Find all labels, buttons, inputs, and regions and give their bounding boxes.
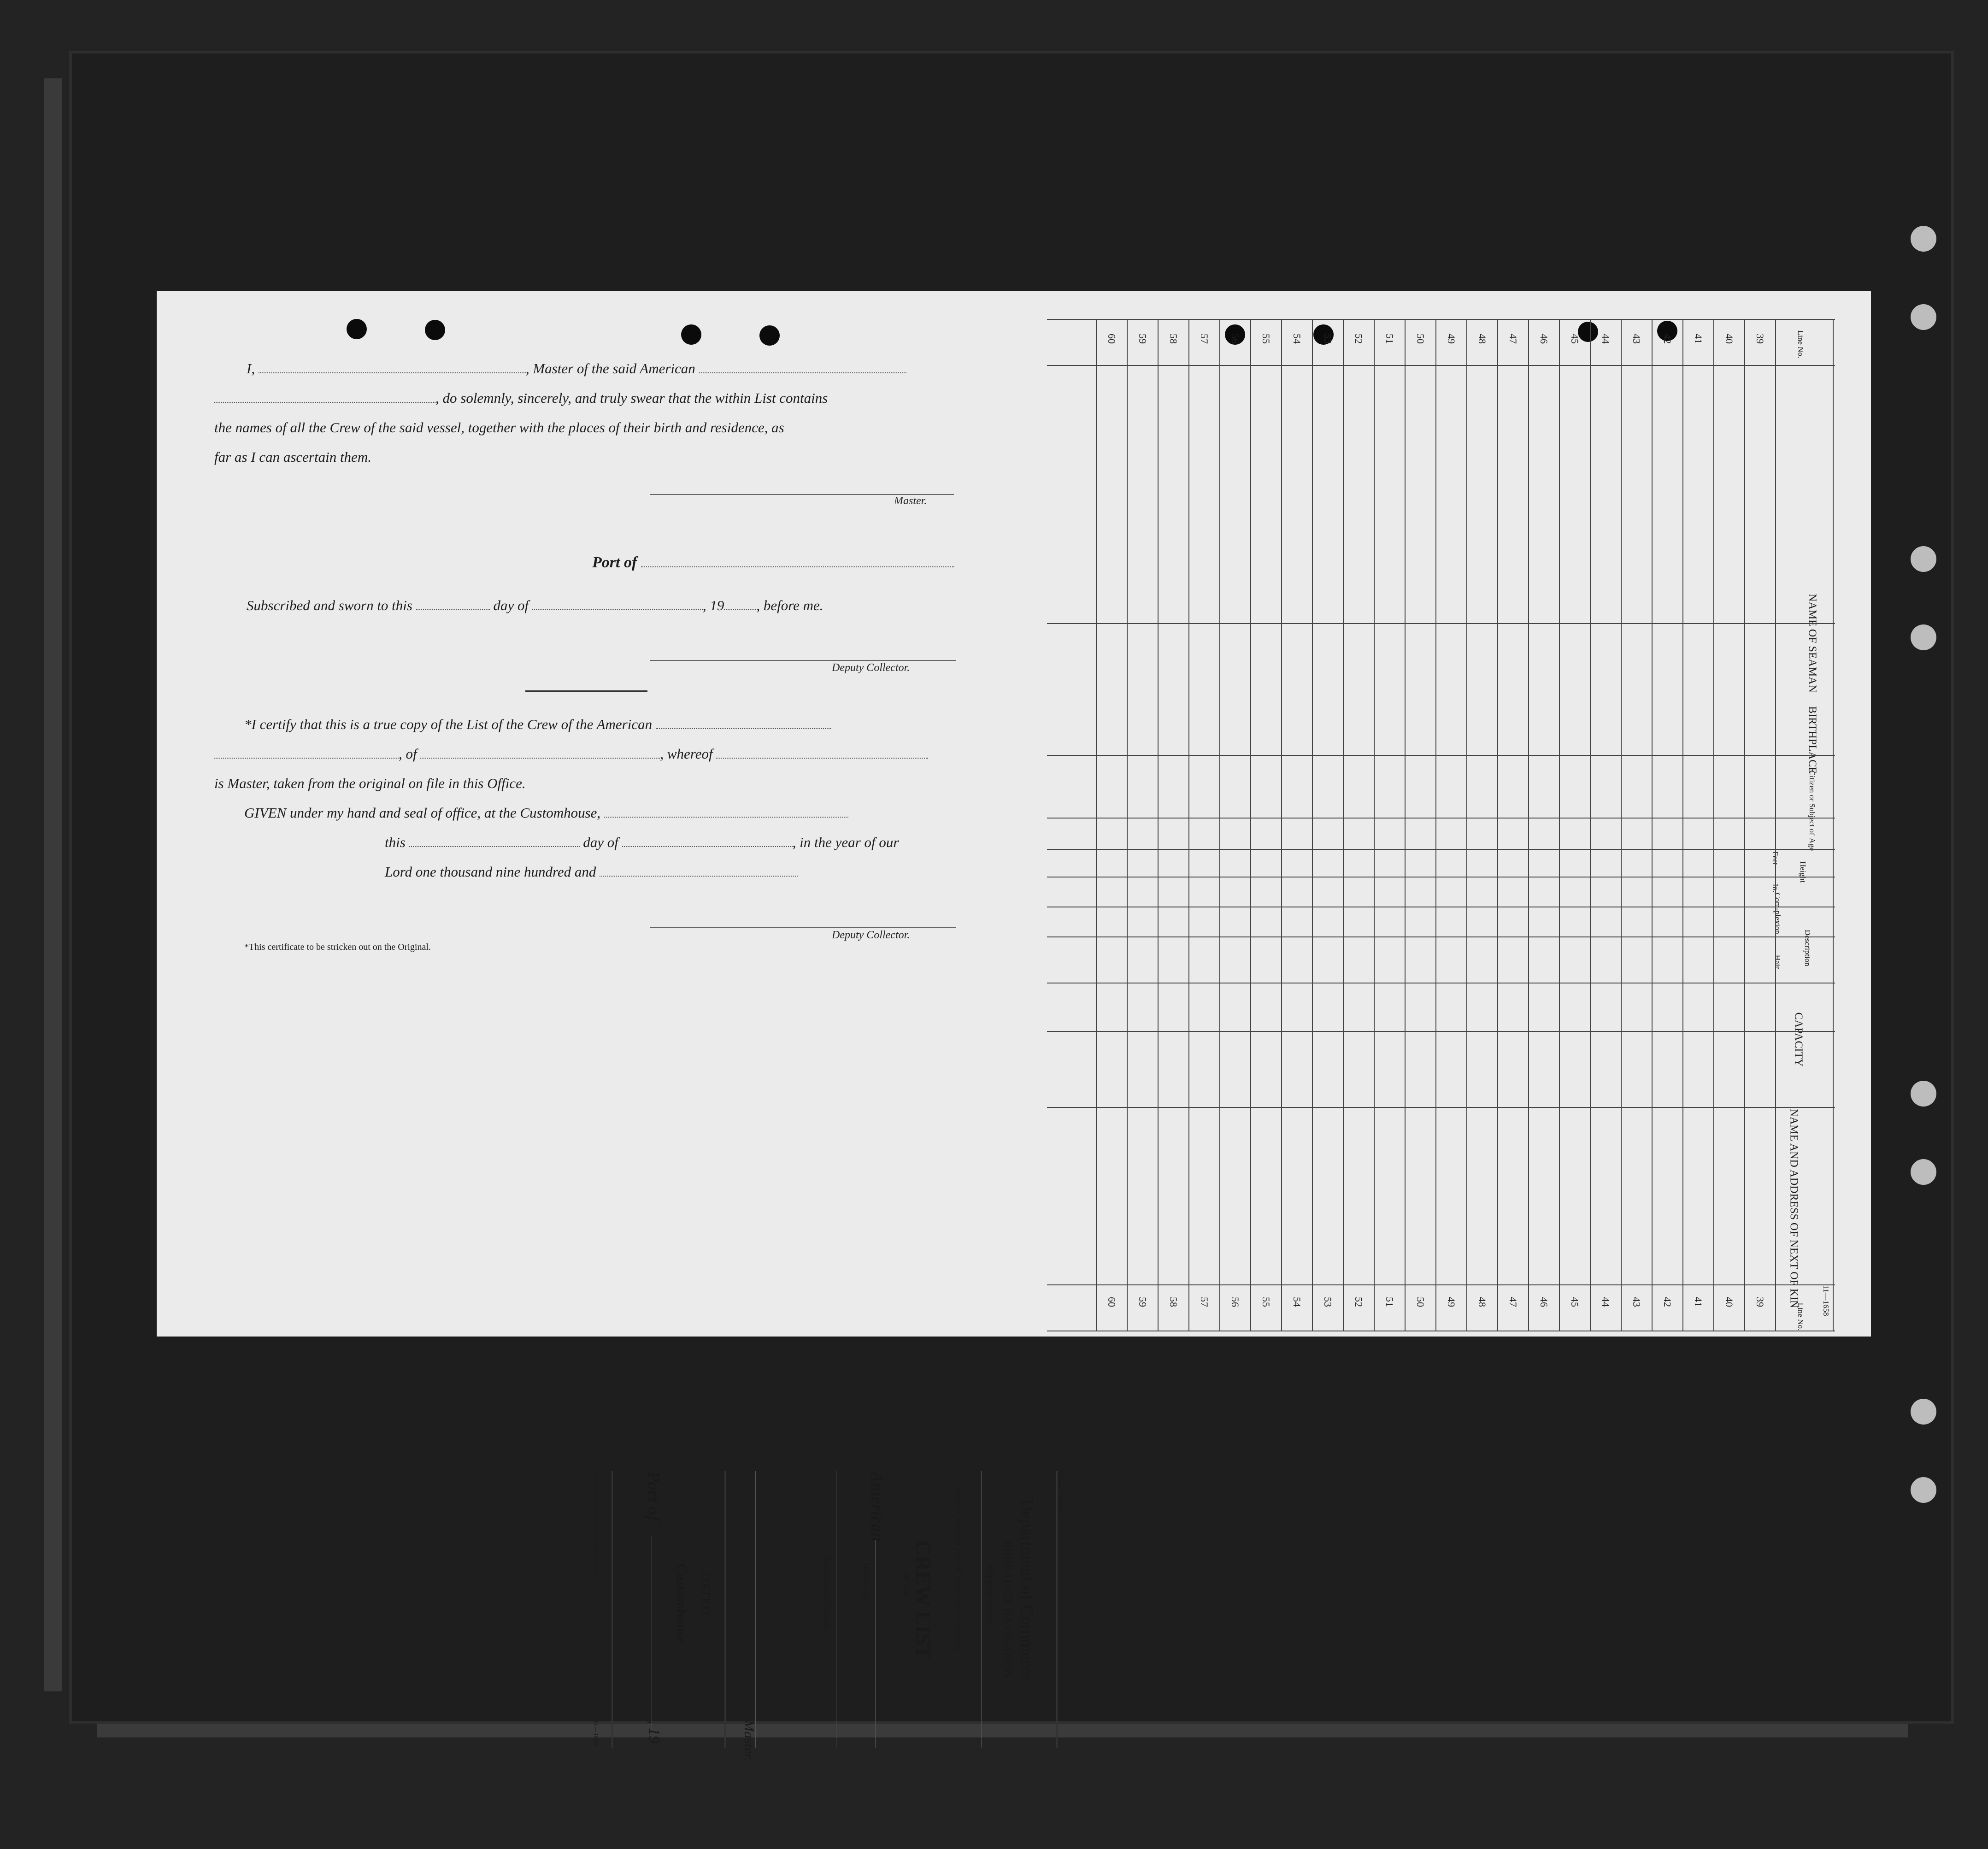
subscribed-month-field[interactable] (532, 598, 703, 610)
master-name-field[interactable] (259, 361, 526, 373)
grid-row-divider (1343, 319, 1344, 1331)
subscribed-line (247, 597, 823, 614)
grid-row-divider (1281, 319, 1282, 1331)
certificate-deputy-label: Deputy Collector. (832, 929, 910, 941)
grid-row-divider (1374, 319, 1375, 1331)
binder-hole-icon (1911, 624, 1936, 650)
grid-row-divider (1158, 319, 1159, 1331)
certificate-line-6 (385, 864, 798, 880)
port-field[interactable] (641, 555, 954, 567)
punch-hole-icon (347, 319, 367, 339)
header-capacity: CAPACITY (1792, 1012, 1805, 1067)
binder-hole-icon (1911, 1477, 1936, 1503)
grid-column-divider (1047, 623, 1835, 624)
line-number-bottom: 50 (1414, 1297, 1426, 1307)
line-number-top: 45 (1569, 334, 1581, 344)
line-number-bottom: 42 (1661, 1297, 1673, 1307)
docket-dated: DATED: (698, 1572, 712, 1619)
header-next-of-kin: NAME AND ADDRESS OF NEXT OF KIN (1788, 1108, 1800, 1308)
this-text: this (385, 834, 406, 850)
grid-column-divider (1047, 1284, 1835, 1285)
grid-row-divider (1405, 319, 1406, 1331)
grid-row-divider (1466, 319, 1467, 1331)
line-number-top: 56 (1229, 334, 1241, 344)
certificate-rig-field[interactable] (214, 747, 399, 759)
certify-text: *I certify that this is a true copy of the List of the Crew of the American (244, 716, 653, 732)
docket-master: Master. (741, 1720, 757, 1761)
certificate-line-3: is Master, taken from the original on file in this Office. (214, 775, 526, 791)
subscribed-year-field[interactable] (724, 598, 756, 610)
line-number-bottom: 45 (1569, 1297, 1581, 1307)
grid-row-divider (1250, 319, 1251, 1331)
grid-form-no: 11—1658 (1822, 1285, 1830, 1316)
line-number-top: 51 (1383, 334, 1395, 344)
header-citizen: Citizen or Subject of (1808, 770, 1817, 836)
docket-rule (1056, 1471, 1058, 1748)
line-number-top: 52 (1353, 334, 1365, 344)
grid-row-divider (1652, 319, 1653, 1331)
binder-bottom-edge (97, 1724, 1908, 1737)
line-number-top: 42 (1661, 334, 1673, 344)
line-number-bottom: 43 (1630, 1297, 1642, 1307)
line-number-top: 54 (1291, 334, 1303, 344)
line-number-top: 55 (1260, 334, 1272, 344)
docket-service: Shipping Service (985, 1563, 995, 1627)
line-number-bottom: 51 (1383, 1297, 1395, 1307)
certificate-signature-line[interactable] (650, 927, 956, 928)
line-number-top: 41 (1692, 334, 1704, 344)
line-number-top: 50 (1414, 334, 1426, 344)
master-label: Master. (894, 495, 927, 507)
vessel-name-field[interactable] (699, 361, 906, 373)
line-number-bottom: 41 (1692, 1297, 1704, 1307)
grid-row-divider (1188, 319, 1189, 1331)
punch-hole-icon (681, 324, 701, 345)
line-number-top: 60 (1106, 334, 1118, 344)
line-number-bottom: 54 (1291, 1297, 1303, 1307)
grid-column-divider (1047, 936, 1835, 937)
line-number-top: 47 (1507, 334, 1519, 344)
line-number-bottom: 48 (1476, 1297, 1488, 1307)
docket-american: American (867, 1471, 887, 1543)
oath-line-1 (247, 360, 906, 377)
docket-rule (724, 1471, 726, 1748)
line-number-top: 39 (1754, 334, 1766, 344)
line-number-bottom: 53 (1322, 1297, 1334, 1307)
certificate-line-4 (244, 805, 848, 821)
certificate-line-2 (214, 746, 928, 762)
header-description: Description (1803, 930, 1812, 966)
certificate-port-field[interactable] (420, 747, 660, 759)
grid-column-divider (1047, 818, 1835, 819)
line-number-top: 53 (1322, 334, 1334, 344)
header-line-no-bottom: Line No. (1796, 1302, 1805, 1331)
header-height: Height (1799, 861, 1807, 883)
crew-list-page (157, 291, 1871, 1761)
grid-column-divider (1047, 365, 1835, 366)
docket-form-no: 11—1658 (592, 1720, 599, 1746)
certificate-master-field[interactable] (716, 747, 928, 759)
docket-title: CREW LIST (912, 1540, 935, 1660)
certificate-line-5 (385, 834, 899, 851)
docket-year: , 19 (646, 1720, 663, 1743)
grid-column-divider (1047, 319, 1835, 320)
docket-bureau: BUREAU OF NAVIGATION (1001, 1540, 1014, 1678)
docket-panel (0, 1471, 1065, 1849)
docket-of-the: OF THE (902, 1572, 910, 1598)
certificate-day-of-text: day of (583, 834, 618, 850)
binder-hole-icon (1911, 1081, 1936, 1107)
line-number-top: 40 (1723, 334, 1735, 344)
docket-department: Department of Commerce (1017, 1499, 1036, 1682)
deputy-collector-signature-line[interactable] (650, 660, 956, 661)
grid-row-divider (1682, 319, 1683, 1331)
given-text: GIVEN under my hand and seal of office, at the Customhouse, (244, 805, 601, 821)
line-number-top: 58 (1167, 334, 1179, 344)
docket-insert-rig: (Insert rig) (862, 1563, 871, 1599)
grid-row-divider (1096, 319, 1097, 1331)
docket-rule-thin (981, 1471, 982, 1748)
line-number-top: 57 (1198, 334, 1210, 344)
of-text: , of (399, 746, 417, 762)
oath-i-label: I, (247, 360, 255, 377)
line-number-bottom: 44 (1600, 1297, 1612, 1307)
subscribed-day-field[interactable] (416, 598, 490, 610)
line-number-bottom: 49 (1445, 1297, 1457, 1307)
oath-master-text: , Master of the said American (525, 360, 695, 377)
line-number-bottom: 60 (1106, 1297, 1118, 1307)
oath-line-3: the names of all the Crew of the said vessel, together with the places of their birth and residence, as (214, 419, 784, 436)
day-of-text: day of (493, 597, 529, 613)
line-number-bottom: 57 (1198, 1297, 1210, 1307)
line-number-top: 48 (1476, 334, 1488, 344)
grid-row-divider (1312, 319, 1313, 1331)
binder-hole-icon (1911, 226, 1936, 252)
binder-hole-icon (1911, 546, 1936, 572)
binder-hole-icon (1911, 1159, 1936, 1185)
docket-rule (612, 1471, 613, 1748)
docket-port-of: Port of (644, 1471, 663, 1521)
year-prefix-text: , 19 (702, 597, 724, 613)
binder-hole-icon (1911, 304, 1936, 330)
grid-right-border (1833, 319, 1834, 1331)
line-number-top: 49 (1445, 334, 1457, 344)
certificate-vessel-field[interactable] (656, 717, 831, 729)
grid-column-divider (1047, 1107, 1835, 1108)
certificate-footnote: *This certificate to be stricken out on the Original. (244, 942, 431, 952)
lord-text: Lord one thousand nine hundred and (385, 864, 596, 880)
grid-row-divider (1744, 319, 1745, 1331)
customhouse-field[interactable] (604, 806, 848, 818)
line-number-top: 43 (1630, 334, 1642, 344)
docket-customhouse: Customhouse (674, 1563, 689, 1643)
docket-master-line[interactable] (755, 1471, 756, 1748)
grid-row-divider (1713, 319, 1714, 1331)
header-birthplace: BIRTHPLACE (1806, 706, 1818, 774)
header-name-of-seaman: NAME OF SEAMAN (1806, 594, 1818, 693)
line-number-bottom: 59 (1136, 1297, 1148, 1307)
grid-column-divider (1047, 1031, 1835, 1032)
grid-row-divider (1528, 319, 1529, 1331)
line-number-bottom: 52 (1353, 1297, 1365, 1307)
grid-row-divider (1590, 319, 1591, 1331)
header-complexion: Com-plexion (1773, 893, 1782, 934)
header-feet: Feet (1771, 851, 1780, 865)
binder-edge (44, 78, 62, 1691)
line-number-bottom: 47 (1507, 1297, 1519, 1307)
docket-form: Form 780A (1054, 1471, 1065, 1514)
crew-list-grid (1047, 319, 1835, 1331)
line-number-top: 46 (1538, 334, 1550, 344)
subscribed-text: Subscribed and sworn to this (247, 597, 412, 613)
grid-row-divider (1497, 319, 1498, 1331)
header-age: Age (1808, 837, 1817, 851)
docket-printer: U. S. GOVERNMENT PRINTING OFFICE: 1918 (594, 1471, 599, 1575)
header-inches: In. (1771, 883, 1780, 893)
grid-row-divider (1775, 319, 1776, 1331)
line-number-top: 59 (1136, 334, 1148, 344)
deputy-collector-label: Deputy Collector. (832, 662, 910, 674)
docket-insert-note: (Insert "Certified Copy of" when such is the case) (954, 1485, 963, 1650)
grid-row-divider (1435, 319, 1436, 1331)
line-number-bottom: 55 (1260, 1297, 1272, 1307)
docket-insert-name: (Insert name of vessel) (823, 1554, 832, 1630)
whereof-text: , whereof (660, 746, 713, 762)
year-of-our-text: , in the year of our (792, 834, 899, 850)
oath-swear-text: , do solemnly, sincerely, and truly swear that the within List contains (435, 390, 828, 406)
header-line-no-top: Line No. (1796, 330, 1805, 359)
grid-row-divider (1559, 319, 1560, 1331)
oath-line-2 (214, 390, 828, 406)
oath-line-4: far as I can ascertain them. (214, 449, 371, 465)
grid-row-divider (1621, 319, 1622, 1331)
punch-hole-icon (759, 325, 780, 346)
docket-rig-line[interactable] (875, 1540, 876, 1748)
binder-hole-icon (1911, 1399, 1936, 1425)
line-number-bottom: 40 (1723, 1297, 1735, 1307)
vessel-port-field[interactable] (214, 391, 435, 403)
grid-row-divider (1127, 319, 1128, 1331)
line-number-bottom: 39 (1754, 1297, 1766, 1307)
certificate-year-field[interactable] (600, 865, 798, 877)
header-hair: Hair (1773, 954, 1782, 969)
before-me-text: , before me. (756, 597, 823, 613)
section-divider (525, 690, 647, 692)
certificate-day-field[interactable] (409, 835, 580, 847)
certificate-month-field[interactable] (622, 835, 793, 847)
line-number-top: 44 (1600, 334, 1612, 344)
port-of-label: Port of (592, 554, 637, 571)
line-number-bottom: 56 (1229, 1297, 1241, 1307)
jurat-port-of (592, 554, 954, 571)
grid-row-divider (1219, 319, 1220, 1331)
grid-column-divider (1047, 755, 1835, 756)
certificate-line-1 (244, 716, 831, 733)
line-number-bottom: 58 (1167, 1297, 1179, 1307)
punch-hole-icon (425, 320, 445, 340)
grid-column-divider (1047, 849, 1835, 850)
line-number-bottom: 46 (1538, 1297, 1550, 1307)
